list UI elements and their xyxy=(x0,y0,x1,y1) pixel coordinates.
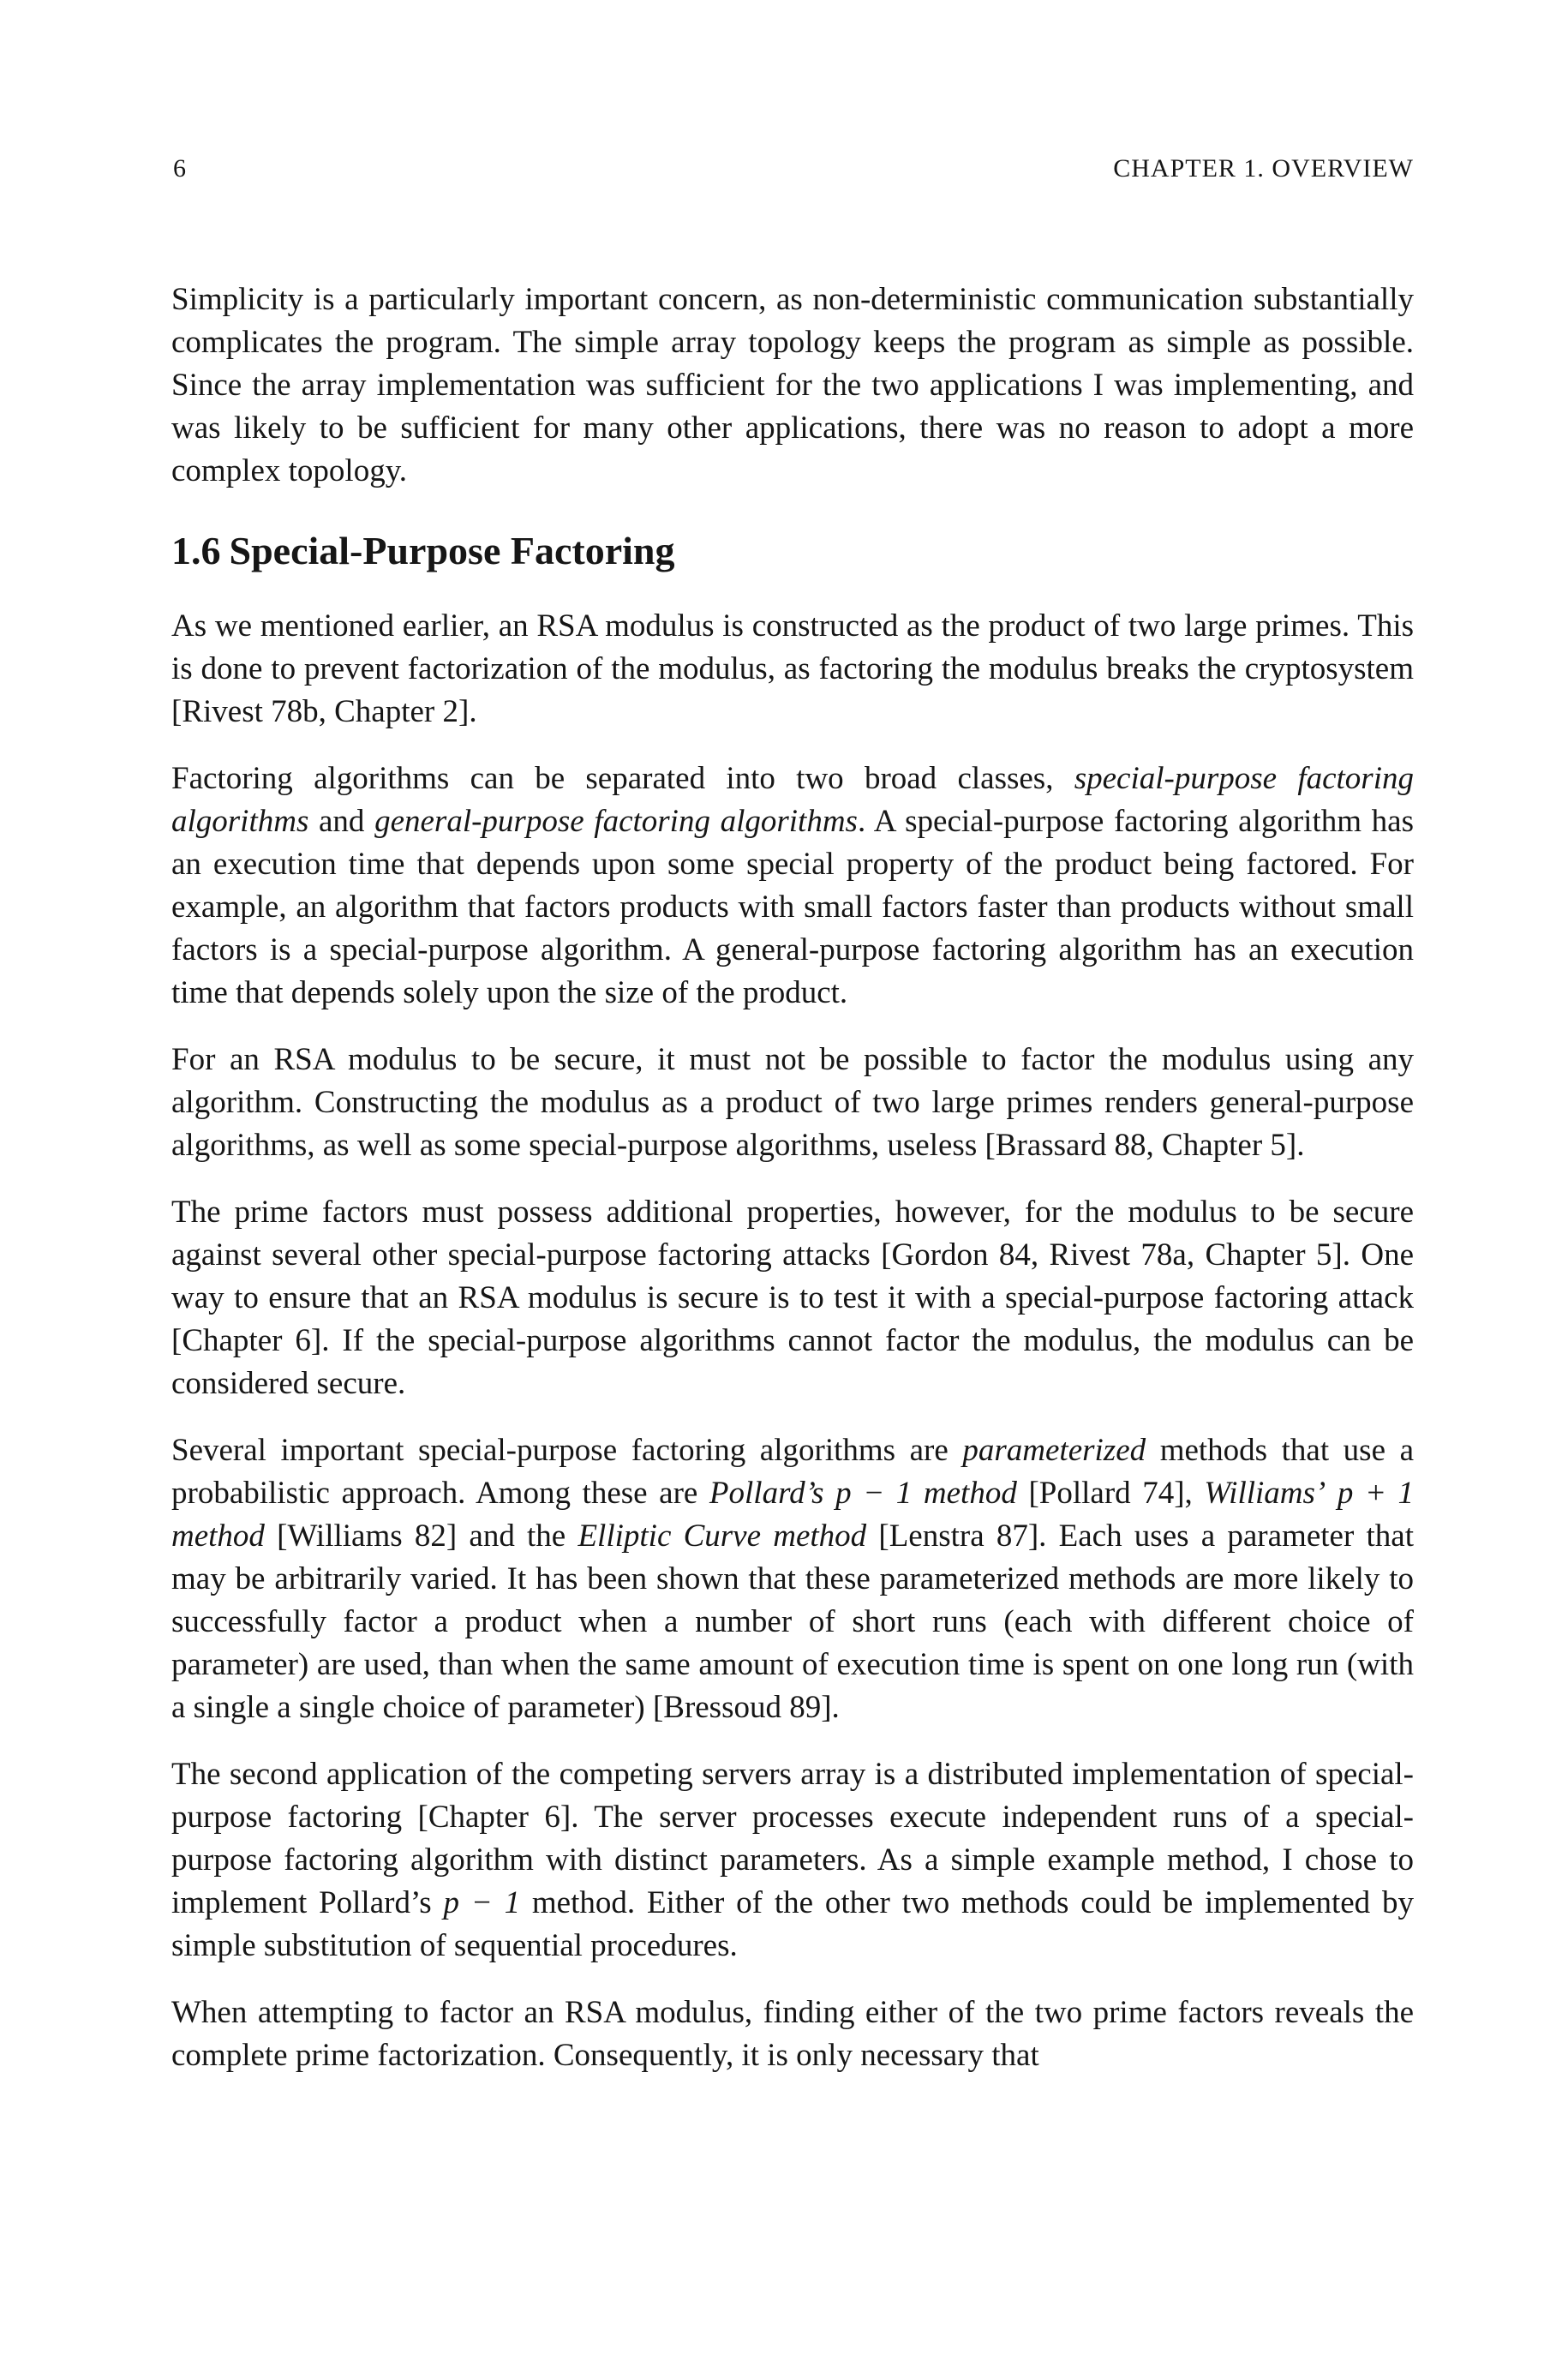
paragraph-secure-modulus: For an RSA modulus to be secure, it must not be possible to factor the modulus using any algorithm. Constructing the modulus as a product of two large primes renders general-purpose algorithms, as well as some special-purpose algorithms, useless [Brassard 88, Chapter 5]. xyxy=(171,1042,1414,1163)
text-run: method. Either of the other two methods could be implemented by simple substitution of sequential procedures. xyxy=(171,1885,1414,1963)
paragraph-parameterized-methods xyxy=(171,1429,1414,1729)
paragraph-attempting-factor: When attempting to factor an RSA modulus, finding either of the two prime factors reveals the complete prime factorization. Consequently, it is only necessary that xyxy=(171,1995,1414,2073)
term-method: method xyxy=(171,1518,265,1554)
text-run: . A special-purpose factoring algorithm has an execution time that depends upon some special property of the product being factored. For example, an algorithm that factors products with small factors faster than products without small factors is a special-purpose algorithm. A general-purpose factoring algorithm has an execution time that depends solely upon the size of the product. xyxy=(171,804,1414,1010)
text-run: Several important special-purpose factoring algorithms are xyxy=(171,1433,963,1468)
text-run: [Williams 82] and the xyxy=(264,1518,578,1554)
term-pollards: Pollard’s xyxy=(709,1476,824,1511)
term-elliptic-curve: Elliptic Curve method xyxy=(578,1518,867,1554)
paragraph-prime-properties: The prime factors must possess additional properties, however, for the modulus to be secure against several other special-purpose factoring attacks [Gordon 84, Rivest 78a, Chapter 5]. One way to ensure that an RSA modulus is secure is to test it with a special-purpose factoring attack [Chapter 6]. If the special-purpose algorithms cannot factor the modulus, the modulus can be considered secure. xyxy=(171,1195,1414,1401)
term-special-purpose: special-purpose factoring algorithms xyxy=(171,761,1414,839)
paragraph-second-application xyxy=(171,1753,1414,1968)
body-text xyxy=(171,279,1414,2101)
paragraph-simplicity: Simplicity is a particularly important concern, as non-deterministic communication substantially complicates the program. The simple array topology keeps the program as simple as possible. Since the array implementation was sufficient for the two applications I was implementing, and was likely to be sufficient for many other applications, there was no reason to adopt a more complex topology. xyxy=(171,282,1414,488)
section-title: Special-Purpose Factoring xyxy=(229,529,675,572)
text-run: methods that use a probabilistic approach. Among these are xyxy=(171,1433,1414,1511)
paragraph-rsa-modulus: As we mentioned earlier, an RSA modulus is constructed as the product of two large primes. This is done to prevent factorization of the modulus, as factoring the modulus breaks the cryptosystem [Rivest 78b, Chapter 2]. xyxy=(171,608,1414,729)
text-run: [Pollard 74], xyxy=(1016,1476,1205,1511)
page-number: 6 xyxy=(173,154,187,183)
text-run: [Lenstra 87]. Each uses a parameter that may be arbitrarily varied. It has been shown that these parameterized methods are more likely to successfully factor a product when a number of short runs (each with different choice of parameter) are used, than when the same amount of execution time is spent on one long run (with a single a single choice of parameter) [Bressoud 89]. xyxy=(171,1518,1414,1725)
text-run: and xyxy=(308,804,375,839)
term-general-purpose: general-purpose factoring algorithms xyxy=(374,804,858,839)
term-method: method xyxy=(923,1476,1017,1511)
term-parameterized: parameterized xyxy=(962,1433,1146,1468)
section-heading xyxy=(171,526,1414,576)
section-number: 1.6 xyxy=(171,529,221,572)
chapter-title: CHAPTER 1. OVERVIEW xyxy=(1113,154,1414,183)
paragraph-factoring-classes xyxy=(171,758,1414,1015)
text-run: The second application of the competing servers array is a distributed implementation of special-purpose factoring [Chapter 6]. The server processes execute independent runs of a special-purpose factoring algorithm with distinct parameters. As a simple example method, I chose to implement Pollard’s xyxy=(171,1757,1414,1920)
book-page xyxy=(171,129,1414,2073)
running-head xyxy=(171,129,1414,183)
math-p-minus-1: p − 1 xyxy=(443,1885,521,1920)
math-p-minus-1: p − 1 xyxy=(835,1476,913,1511)
math-p-plus-1: p + 1 xyxy=(1337,1476,1414,1511)
text-run: Factoring algorithms can be separated into two broad classes, xyxy=(171,761,1074,796)
term-williams: Williams’ xyxy=(1204,1476,1326,1511)
